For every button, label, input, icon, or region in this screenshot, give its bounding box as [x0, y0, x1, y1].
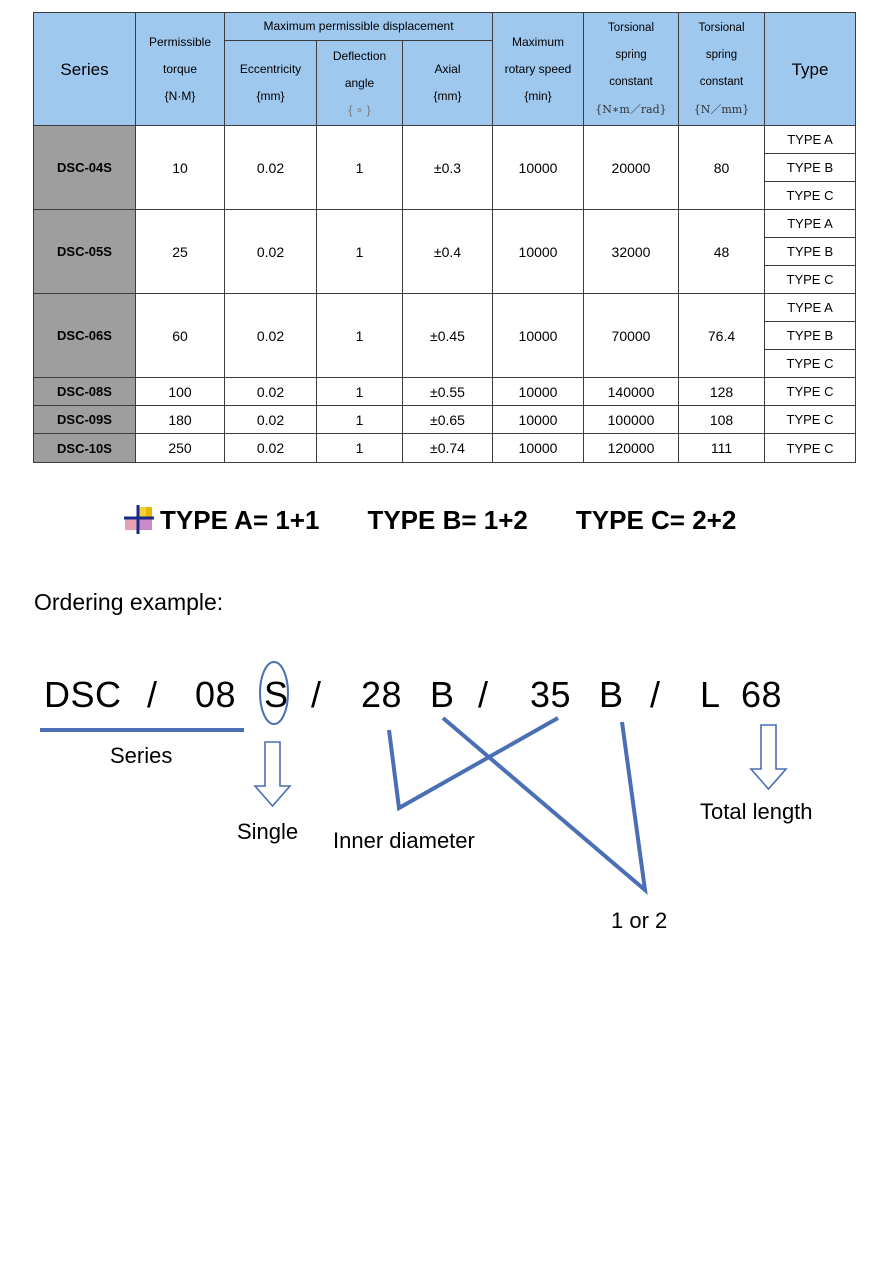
series-cell: DSC-10S	[34, 434, 136, 463]
axial-cell: ±0.74	[403, 434, 493, 463]
header-series: Series	[34, 13, 136, 126]
single-arrow-icon	[255, 742, 290, 806]
deflection-cell: 1	[317, 434, 403, 463]
type-cell: TYPE B	[765, 238, 856, 266]
type-cell: TYPE C	[765, 434, 856, 463]
code-separator: /	[650, 674, 661, 715]
header-axial: Axial {mm}	[403, 41, 493, 126]
code-part-type-1: B	[430, 674, 455, 715]
eccentricity-cell: 0.02	[225, 126, 317, 210]
deflection-cell: 1	[317, 210, 403, 294]
header-speed: Maximum rotary speed {min}	[493, 13, 584, 126]
torsional-nm-cell: 140000	[584, 378, 679, 406]
speed-cell: 10000	[493, 210, 584, 294]
type-cell: TYPE C	[765, 378, 856, 406]
torsional-nm-cell: 20000	[584, 126, 679, 210]
type-cell: TYPE B	[765, 322, 856, 350]
code-separator: /	[478, 674, 489, 715]
code-part-size: 08	[195, 674, 237, 715]
series-cell: DSC-04S	[34, 126, 136, 210]
total-length-arrow-icon	[751, 725, 786, 789]
deflection-cell: 1	[317, 406, 403, 434]
header-type: Type	[765, 13, 856, 126]
torsional-nm-cell: 120000	[584, 434, 679, 463]
series-note: Series	[110, 743, 173, 768]
type-cell: TYPE C	[765, 350, 856, 378]
deflection-cell: 1	[317, 294, 403, 378]
torque-cell: 100	[136, 378, 225, 406]
header-deflection: Deflection angle { ∘ }	[317, 41, 403, 126]
code-part-type-2: B	[599, 674, 624, 715]
ordering-label: Ordering example:	[34, 589, 224, 615]
eccentricity-cell: 0.02	[225, 210, 317, 294]
single-note: Single	[237, 819, 299, 844]
torque-cell: 180	[136, 406, 225, 434]
header-torsional-mm: Torsional spring constant {N／mm}	[679, 13, 765, 126]
eccentricity-cell: 0.02	[225, 434, 317, 463]
deflection-cell: 1	[317, 126, 403, 210]
code-separator: /	[147, 674, 158, 715]
axial-cell: ±0.65	[403, 406, 493, 434]
speed-cell: 10000	[493, 434, 584, 463]
code-part-length: 68	[741, 674, 783, 715]
code-part-single: S	[264, 674, 289, 715]
type-cell: TYPE B	[765, 154, 856, 182]
series-cell: DSC-06S	[34, 294, 136, 378]
header-torque: Permissible torque {N·M}	[136, 13, 225, 126]
single-highlight-ellipse	[260, 662, 288, 724]
series-cell: DSC-05S	[34, 210, 136, 294]
torque-cell: 10	[136, 126, 225, 210]
torsional-mm-cell: 48	[679, 210, 765, 294]
series-cell: DSC-09S	[34, 406, 136, 434]
type-b-formula: TYPE B= 1+2	[367, 504, 528, 535]
torque-cell: 250	[136, 434, 225, 463]
code-separator: /	[311, 674, 322, 715]
axial-cell: ±0.4	[403, 210, 493, 294]
axial-cell: ±0.3	[403, 126, 493, 210]
speed-cell: 10000	[493, 406, 584, 434]
eccentricity-cell: 0.02	[225, 378, 317, 406]
torsional-nm-cell: 32000	[584, 210, 679, 294]
axial-cell: ±0.55	[403, 378, 493, 406]
eccentricity-cell: 0.02	[225, 406, 317, 434]
torsional-mm-cell: 76.4	[679, 294, 765, 378]
type-cell: TYPE A	[765, 126, 856, 154]
deflection-cell: 1	[317, 378, 403, 406]
axial-cell: ±0.45	[403, 294, 493, 378]
type-cell: TYPE A	[765, 210, 856, 238]
torque-cell: 60	[136, 294, 225, 378]
type-cell: TYPE C	[765, 182, 856, 210]
torsional-nm-cell: 70000	[584, 294, 679, 378]
series-cell: DSC-08S	[34, 378, 136, 406]
header-displacement-group: Maximum permissible displacement	[225, 13, 493, 41]
eccentricity-cell: 0.02	[225, 294, 317, 378]
type-cell: TYPE C	[765, 266, 856, 294]
type-cell: TYPE A	[765, 294, 856, 322]
code-part-bore-2: 35	[530, 674, 572, 715]
type-connector	[443, 718, 645, 890]
one-or-two-note: 1 or 2	[611, 908, 668, 933]
speed-cell: 10000	[493, 378, 584, 406]
total-length-note: Total length	[700, 799, 813, 824]
type-c-formula: TYPE C= 2+2	[575, 504, 737, 535]
header-eccentricity: Eccentricity {mm}	[225, 41, 317, 126]
torsional-mm-cell: 128	[679, 378, 765, 406]
torsional-nm-cell: 100000	[584, 406, 679, 434]
code-part-series: DSC	[44, 674, 122, 715]
torsional-mm-cell: 108	[679, 406, 765, 434]
code-part-bore-1: 28	[361, 674, 403, 715]
header-torsional-nm: Torsional spring constant {N∗m／rad}	[584, 13, 679, 126]
type-a-formula: TYPE A= 1+1	[160, 504, 320, 535]
torsional-mm-cell: 80	[679, 126, 765, 210]
torsional-mm-cell: 111	[679, 434, 765, 463]
code-part-length-prefix: L	[700, 674, 721, 715]
torque-cell: 25	[136, 210, 225, 294]
inner-diameter-note: Inner diameter	[333, 828, 475, 853]
type-cell: TYPE C	[765, 406, 856, 434]
speed-cell: 10000	[493, 126, 584, 210]
speed-cell: 10000	[493, 294, 584, 378]
